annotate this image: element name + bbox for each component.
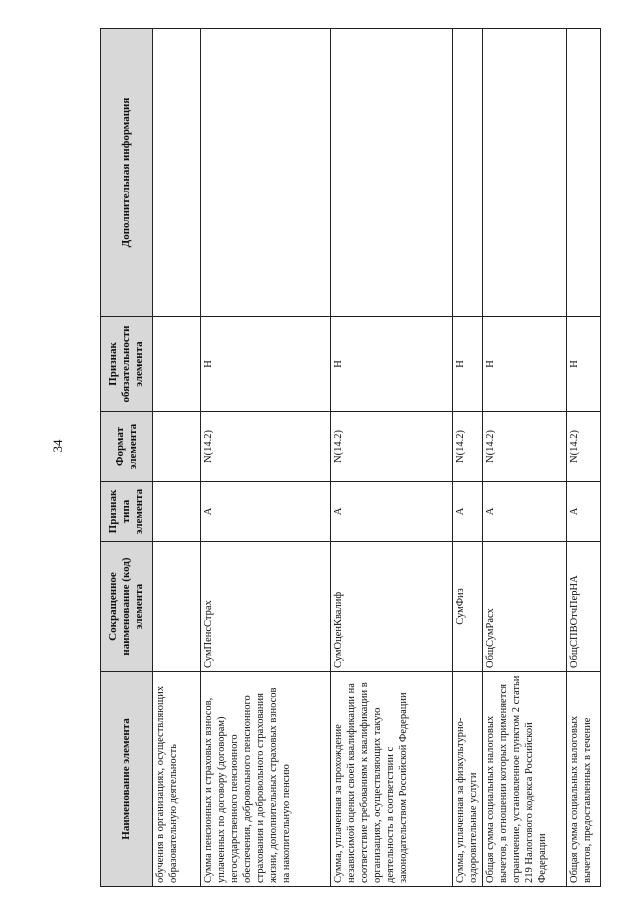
cell-code: СумФиз <box>453 542 483 672</box>
table-row <box>483 29 567 887</box>
cell-info <box>331 29 453 317</box>
cell-name: Общая сумма социальных налоговых вычетов, в отношении которых применяется ограничение, установленное пунктом 2 статьи 219 Налогового кодекса Российской Федерации <box>483 672 567 887</box>
cell-name: Сумма пенсионных и страховых взносов, уплаченных по договору (договорам) негосударственного пенсионного обеспечения, добровольного пенсионного страхования и добровольного страхования жизни, дополнительных страховых взносов на накопительную пенсию <box>201 672 331 887</box>
cell-info <box>483 29 567 317</box>
cell-format: N(14.2) <box>331 412 453 482</box>
cell-code: ОбщСумРасх <box>483 542 567 672</box>
cell-type: А <box>483 482 567 542</box>
cell-required: Н <box>201 317 331 412</box>
header-additional-info: Дополнительная информация <box>101 29 153 317</box>
cell-required: Н <box>567 317 601 412</box>
cell-format: N(14.2) <box>567 412 601 482</box>
elements-table <box>100 28 601 887</box>
cell-format: N(14.2) <box>201 412 331 482</box>
cell-required <box>153 317 201 412</box>
page-number: 34 <box>50 439 65 453</box>
table-row <box>201 29 331 887</box>
cell-info <box>453 29 483 317</box>
table-header-row <box>101 29 153 887</box>
cell-code: СумОценКвалиф <box>331 542 453 672</box>
cell-type: А <box>331 482 453 542</box>
table-row <box>453 29 483 887</box>
cell-type: А <box>201 482 331 542</box>
cell-code: СумПенсСтрах <box>201 542 331 672</box>
cell-required: Н <box>483 317 567 412</box>
cell-name: Сумма, уплаченная за физкультурно-оздоровительные услуги <box>453 672 483 887</box>
table-row <box>153 29 201 887</box>
table-row <box>567 29 601 887</box>
cell-type <box>153 482 201 542</box>
cell-required: Н <box>331 317 453 412</box>
header-element-name: Наименование элемента <box>101 672 153 887</box>
cell-type: А <box>567 482 601 542</box>
cell-info <box>567 29 601 317</box>
cell-format: N(14.2) <box>453 412 483 482</box>
header-element-required: Признак обязательности элемента <box>101 317 153 412</box>
cell-code <box>153 542 201 672</box>
header-element-type: Признак типа элемента <box>101 482 153 542</box>
cell-format: N(14.2) <box>483 412 567 482</box>
cell-name: Сумма, уплаченная за прохождение независимой оценки своей квалификации на соответствие требованиям к квалификации в организациях, осуществляющих такую деятельность в соответствии с законодательством Российской Федерации <box>331 672 453 887</box>
cell-format <box>153 412 201 482</box>
cell-info <box>201 29 331 317</box>
cell-name: обучения в организациях, осуществляющих образовательную деятельность <box>153 672 201 887</box>
header-element-format: Формат элемента <box>101 412 153 482</box>
rotated-table-container <box>100 29 593 887</box>
cell-type: А <box>453 482 483 542</box>
cell-name: Общая сумма социальных налоговых вычетов, предоставленных в течение <box>567 672 601 887</box>
cell-code: ОбщСПВОтчПерНА <box>567 542 601 672</box>
header-element-code: Сокращенное наименование (код) элемента <box>101 542 153 672</box>
cell-required: Н <box>453 317 483 412</box>
cell-info <box>153 29 201 317</box>
table-row <box>331 29 453 887</box>
